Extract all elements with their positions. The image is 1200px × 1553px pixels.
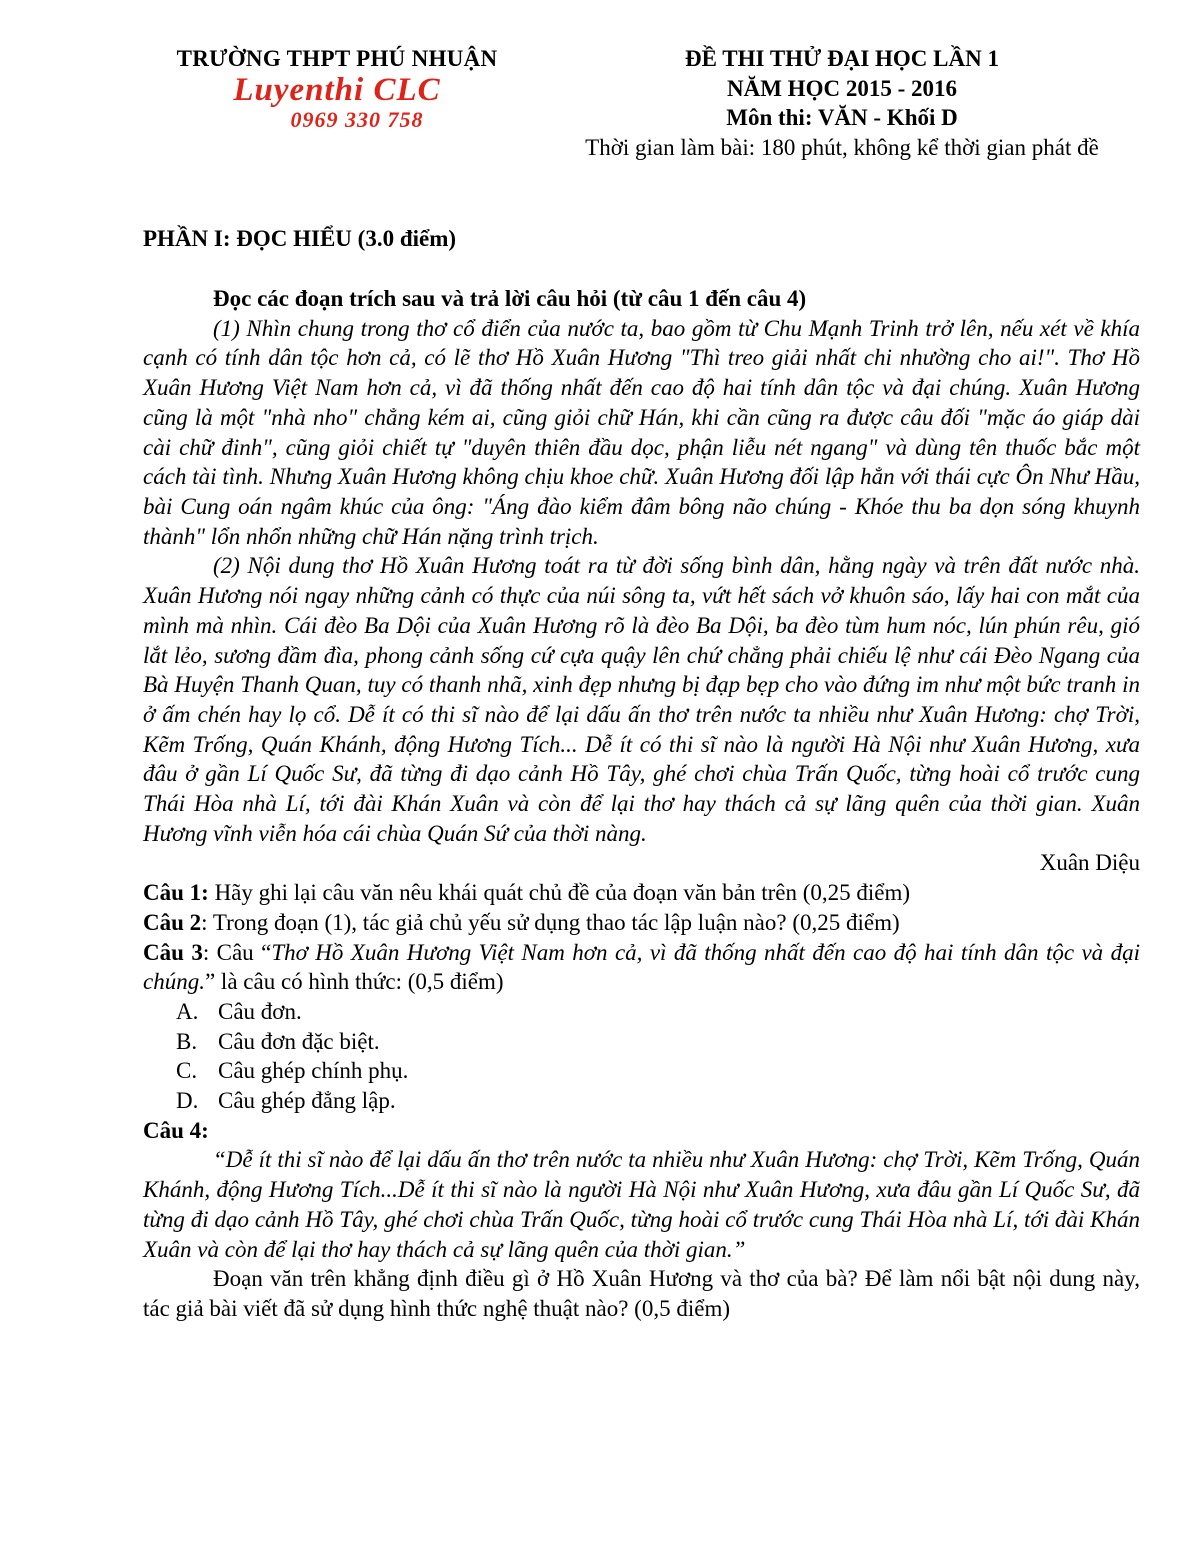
exam-header — [0, 0, 1200, 162]
question-1 — [143, 878, 1140, 908]
question-3-quote: Thơ Hồ Xuân Hương Việt Nam hơn cả, vì đã thống nhất đến cao độ hai tính dân tộc và đại chúng. — [143, 939, 1140, 995]
exam-title-block — [542, 44, 1142, 162]
question-4-label: Câu 4: — [143, 1117, 209, 1143]
option-b-text: Câu đơn đặc biệt. — [218, 1028, 380, 1054]
option-d-text: Câu ghép đẳng lập. — [218, 1088, 396, 1114]
school-block — [146, 44, 528, 162]
question-2 — [143, 908, 1140, 938]
question-3 — [143, 938, 1140, 997]
question-4 — [143, 1116, 1140, 1146]
passage-paragraph-1: (1) Nhìn chung trong thơ cổ điển của nước ta, bao gồm từ Chu Mạnh Trinh trở lên, nếu xét về khía cạnh có tính dân tộc hơn cả, có lẽ thơ Hồ Xuân Hương "Thì treo giải nhất chi nhường cho ai!". Thơ Hồ Xuân Hương Việt Nam hơn cả, vì đã thống nhất đến cao độ hai tính dân tộc và đại chúng. Xuân Hương cũng là một "nhà nho" chẳng kém ai, cũng giỏi chữ Hán, khi cần cũng ra được câu đối "mặc áo giáp dài cài chữ đinh", cũng giỏi chiết tự "duyên thiên đầu dọc, phận liễu nét ngang" và dùng tên thuốc bắc một cách tài tình. Nhưng Xuân Hương không chịu khoe chữ. Xuân Hương đối lập hẳn với thái cực Ôn Như Hầu, bài Cung oán ngâm khúc của ông: "Áng đào kiểm đâm bông não chúng - Khóe thu ba dọn sóng khuynh thành" lổn nhổn những chữ Hán nặng trình trịch. — [143, 315, 1140, 549]
passage-paragraph-2: (2) Nội dung thơ Hồ Xuân Hương toát ra từ đời sống bình dân, hằng ngày và trên đất nước nhà. Xuân Hương nói ngay những cảnh có thực của núi sông ta, vứt hết sách vở khuôn sáo, lấy hai con mắt của mình mà nhìn. Cái đèo Ba Dội của Xuân Hương rõ là đèo Ba Dội, ba đèo tùm hum nóc, lún phún rêu, gió lắt lẻo, sương đầm đìa, phong cảnh sống cứ cựa quậy lên chứ chẳng phải chiếu lệ như cái Đèo Ngang của Bà Huyện Thanh Quan, tuy có thanh nhã, xinh đẹp nhưng bị đạp bẹp cho vào đứng im như một bức tranh in ở ấm chén hay lọ cổ. Dễ ít có thi sĩ nào để lại dấu ấn thơ trên nước ta nhiều như Xuân Hương: chợ Trời, Kẽm Trống, Quán Khánh, động Hương Tích... Dễ ít có thi sĩ nào là người Hà Nội như Xuân Hương, xưa đâu ở gần Lí Quốc Sư, đã từng đi dạo cảnh Hồ Tây, ghé chơi chùa Trấn Quốc, từng hoài cổ trước cung Thái Hòa nhà Lí, tới đài Khán Xuân và còn để lại thơ hay thách cả sự lãng quên của thời gian. Xuân Hương vĩnh viễn hóa cái chùa Quán Sứ của thời nàng. — [143, 553, 1140, 846]
question-3-post: ” là câu có hình thức: (0,5 điểm) — [204, 969, 504, 995]
question-3-pre: : Câu “ — [202, 939, 272, 965]
subject-line: Môn thi: VĂN - Khối D — [726, 105, 958, 131]
reading-instruction: Đọc các đoạn trích sau và trả lời câu hỏi (từ câu 1 đến câu 4) — [213, 286, 807, 312]
school-name: TRƯỜNG THPT PHÚ NHUẬN — [176, 46, 498, 71]
brand-logo: Luyenthi CLC — [233, 72, 441, 108]
question-3-options — [143, 997, 1140, 1116]
option-d — [143, 1086, 1140, 1116]
question-3-label: Câu 3 — [143, 939, 203, 965]
school-year: NĂM HỌC 2015 - 2016 — [727, 75, 957, 101]
question-4-text: Đoạn văn trên khẳng định điều gì ở Hồ Xuân Hương và thơ của bà? Để làm nổi bật nội dung này, tác giả bài viết đã sử dụng hình thức nghệ thuật nào? (0,5 điểm) — [143, 1266, 1140, 1321]
duration-line: Thời gian làm bài: 180 phút, không kể thời gian phát đề — [585, 134, 1099, 160]
exam-title: ĐỀ THI THỬ ĐẠI HỌC LẦN 1 — [685, 46, 999, 71]
brand-phone: 0969 330 758 — [290, 107, 424, 132]
part1-heading: PHẦN I: ĐỌC HIỂU (3.0 điểm) — [143, 226, 457, 252]
option-a-letter: A. — [176, 998, 199, 1024]
question-1-text: Hãy ghi lại câu văn nêu khái quát chủ đề của đoạn văn bản trên (0,25 điểm) — [208, 880, 911, 906]
question-4-quote: “Dễ ít thi sĩ nào để lại dấu ấn thơ trên nước ta nhiều như Xuân Hương: chợ Trời, Kẽm Trống, Quán Khánh, động Hương Tích...Dễ ít thi sĩ nào là người Hà Nội như Xuân Hương, xưa đâu gần Lí Quốc Sư, đã từng đi dạo cảnh Hồ Tây, ghé chơi chùa Trấn Quốc, từng hoài cổ trước cung Thái Hòa nhà Lí, tới đài Khán Xuân và còn để lại thơ hay thách cả sự lãng quên của thời gian.” — [143, 1147, 1140, 1262]
question-2-label: Câu 2 — [143, 909, 202, 935]
option-c — [143, 1056, 1140, 1086]
question-1-label: Câu 1: — [143, 880, 209, 906]
passage-author: Xuân Diệu — [1039, 850, 1140, 876]
option-c-letter: C. — [176, 1058, 198, 1084]
exam-body — [143, 224, 1140, 1323]
question-2-text: : Trong đoạn (1), tác giả chủ yếu sử dụng thao tác lập luận nào? (0,25 điểm) — [201, 909, 900, 935]
option-a-text: Câu đơn. — [218, 998, 302, 1024]
option-c-text: Câu ghép chính phụ. — [218, 1058, 409, 1084]
option-d-letter: D. — [176, 1088, 199, 1114]
option-a — [143, 997, 1140, 1027]
option-b-letter: B. — [176, 1028, 198, 1054]
option-b — [143, 1027, 1140, 1057]
